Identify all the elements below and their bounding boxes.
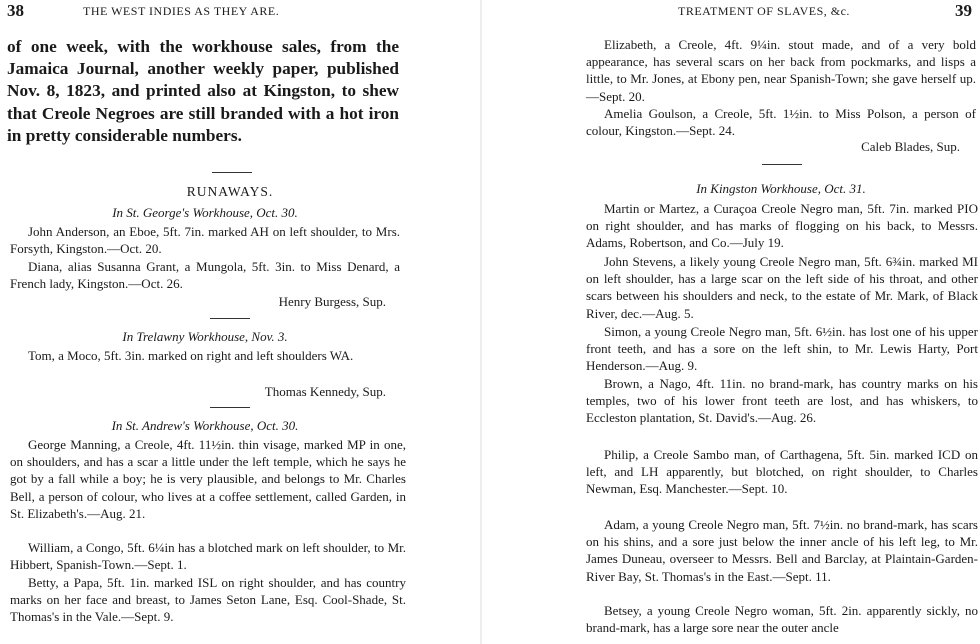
runaway-entry: Elizabeth, a Creole, 4ft. 9¼in. stout made, and of a very bold appearance, has several scars on her back from pockmarks, and lisps a little, to Mr. Jones, at Ebony pen, near Spanish-Town; she gave herself up.—Sept. 20. — [586, 37, 976, 104]
workhouse-heading: In Trelawny Workhouse, Nov. 3. — [122, 329, 288, 344]
runaway-entry: Betsey, a young Creole Negro woman, 5ft. 2in. apparently sickly, no brand-mark, has a large sore near the outer ancle — [586, 603, 978, 636]
runaway-entry: Amelia Goulson, a Creole, 5ft. 1½in. to Miss Polson, a person of colour, Kingston.—Sept. 24. — [586, 106, 976, 139]
workhouse-heading: In Kingston Workhouse, Oct. 31. — [696, 181, 866, 196]
runaway-entry: John Anderson, an Eboe, 5ft. 7in. marked AH on left shoulder, to Mrs. Forsyth, Kingston.—Oct. 20. — [10, 224, 400, 257]
page-number: 38 — [7, 1, 24, 20]
runaway-entry: Adam, a young Creole Negro man, 5ft. 7½in. no brand-mark, has scars on his shins, and a sore just below the inner ancle of his left leg, to Mr. James Duneau, overseer to Messrs. Bell and Barclay, at Plaintain-Garden-River Bay, St. Thomas's in the East.—Sept. 11. — [586, 517, 978, 584]
intro-paragraph: of one week, with the workhouse sales, from the Jamaica Journal, another weekly paper, published Nov. 8, 1823, and printed also at Kingston, to shew that Creole Negroes are still branded with a hot iron in pretty considerable numbers. — [7, 37, 399, 145]
runaway-entry: Betty, a Papa, 5ft. 1in. marked ISL on right shoulder, and has country marks on her face and breast, to James Seton Lane, Esq. Cool-Shade, St. Thomas's in the Vale.—Sept. 9. — [10, 575, 406, 625]
superintendent-signature: Thomas Kennedy, Sup. — [264, 384, 386, 399]
superintendent-signature: Henry Burgess, Sup. — [278, 294, 386, 309]
workhouse-heading: In St. Andrew's Workhouse, Oct. 30. — [111, 418, 299, 433]
runaway-entry: Simon, a young Creole Negro man, 5ft. 6½in. has lost one of his upper front teeth, and has a sore on the left shin, to Mr. Lewis Harty, Port Henderson.—Aug. 9. — [586, 324, 978, 374]
page-number: 39 — [955, 1, 972, 20]
section-divider — [212, 172, 252, 173]
superintendent-signature: Caleb Blades, Sup. — [861, 139, 960, 154]
section-divider — [210, 407, 250, 408]
section-title: RUNAWAYS. — [186, 184, 274, 199]
workhouse-heading: In St. George's Workhouse, Oct. 30. — [112, 205, 298, 220]
runaway-entry: Brown, a Nago, 4ft. 11in. no brand-mark, has country marks on his temples, two of his lower front teeth are lost, and has whiskers, to Eccleston plantation, St. David's.—Aug. 26. — [586, 376, 978, 426]
runaway-entry: Tom, a Moco, 5ft. 3in. marked on right and left shoulders WA. — [28, 348, 354, 363]
section-divider — [210, 318, 250, 319]
runaway-entry: John Stevens, a likely young Creole Negro man, 5ft. 6¾in. marked MI on left shoulder, has a large scar on the left side of his throat, and other scars between his shoulders and neck, to the estate of Mr. Mark, of Black River, dec.—Aug. 5. — [586, 254, 978, 321]
running-head: THE WEST INDIES AS THEY ARE. — [83, 4, 280, 18]
right-page — [482, 0, 980, 644]
left-page — [0, 0, 480, 644]
runaway-entry: William, a Congo, 5ft. 6¼in has a blotched mark on left shoulder, to Mr. Hibbert, Spanish-Town.—Sept. 1. — [10, 540, 406, 573]
runaway-entry: George Manning, a Creole, 4ft. 11½in. thin visage, marked MP in one, on shoulders, and has a scar a little under the left temple, which he says he got by a fall while a boy; he is very plausible, and belongs to Mr. Charles Bell, a person of colour, who lives at a coffee settlement, called Garden, in St. Elizabeth's.—Aug. 21. — [10, 437, 406, 521]
runaway-entry: Diana, alias Susanna Grant, a Mungola, 5ft. 3in. to Miss Denard, a French lady, Kingston.—Oct. 26. — [10, 259, 400, 292]
runaway-entry: Martin or Martez, a Curaçoa Creole Negro man, 5ft. 7in. marked PIO on right shoulder, and has marks of flogging on his back, to Messrs. Adams, Robertson, and Co.—July 19. — [586, 201, 978, 251]
running-head: TREATMENT OF SLAVES, &c. — [678, 4, 850, 18]
runaway-entry: Philip, a Creole Sambo man, of Carthagena, 5ft. 5in. marked ICD on left, and LH apparently, but blotched, on right shoulder, to Charles Newman, Esq. Manchester.—Sept. 10. — [586, 447, 978, 497]
section-divider — [762, 164, 802, 165]
